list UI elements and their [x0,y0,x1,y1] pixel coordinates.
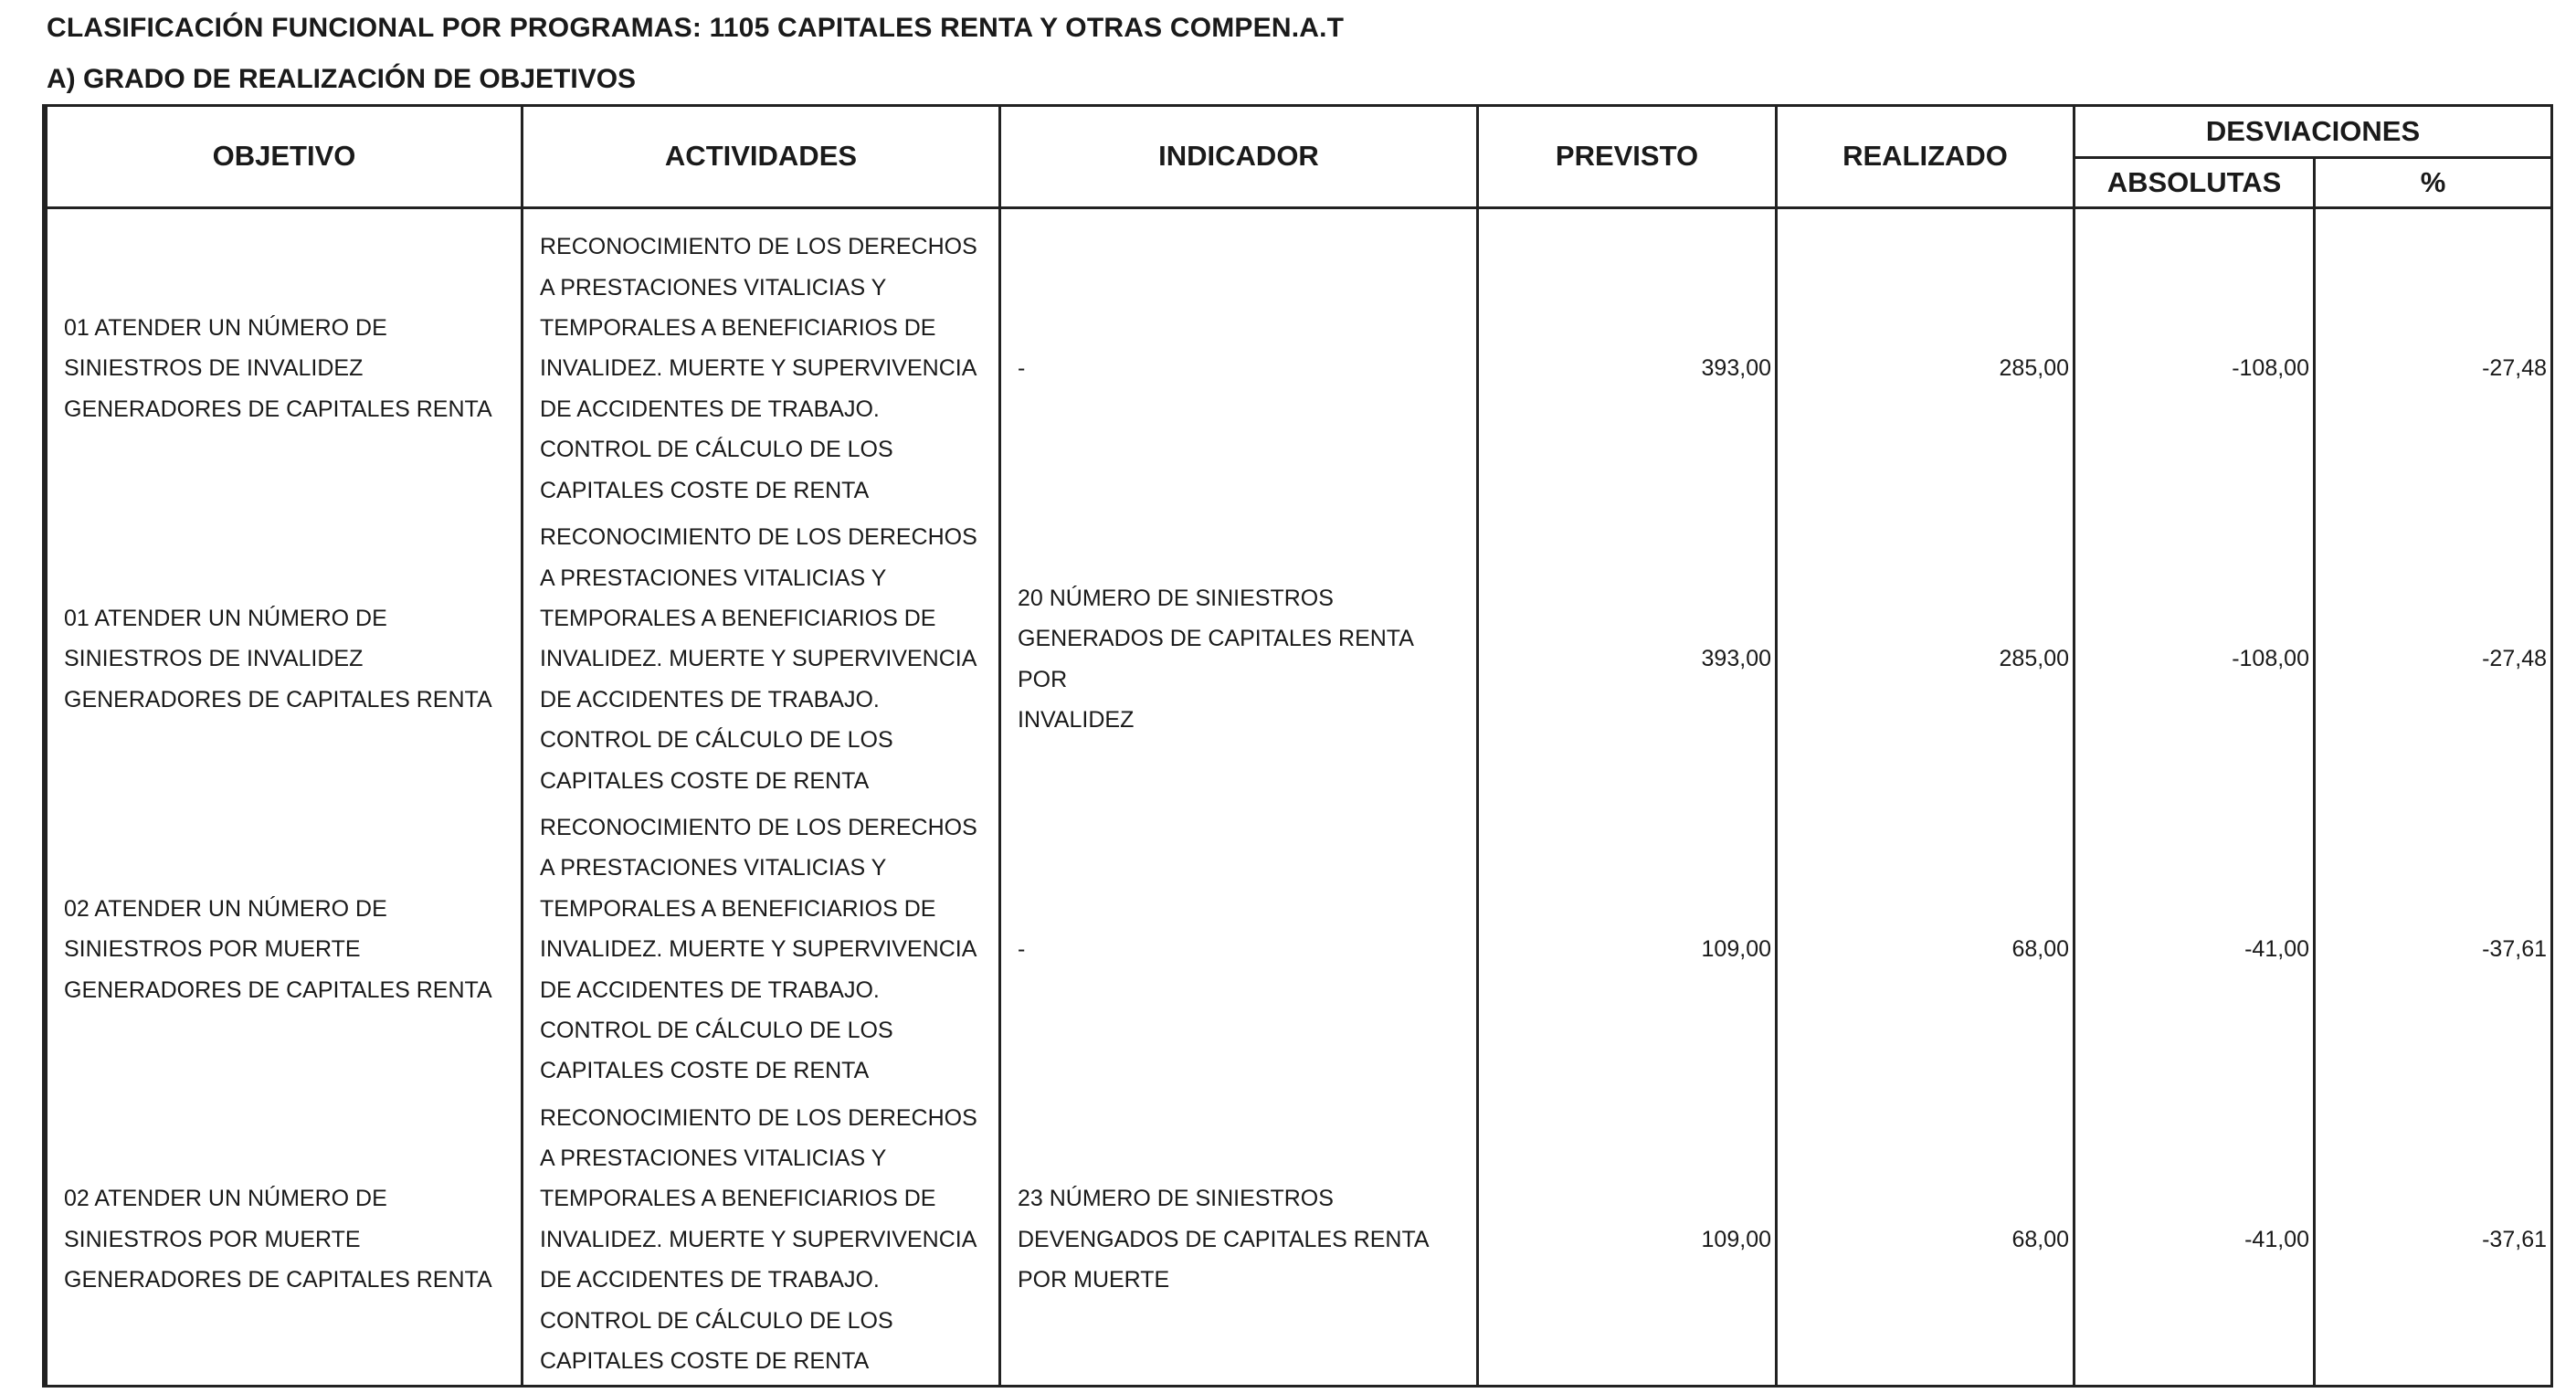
cell-objetivo: 02 ATENDER UN NÚMERO DE SINIESTROS POR MUERTE GENERADORES DE CAPITALES RENTA [47,804,523,1094]
header-desviaciones: DESVIACIONES [2075,107,2552,157]
header-realizado: REALIZADO [1777,107,2075,207]
cell-realizado: 285,00 [1777,207,2075,514]
cell-indicador: - [1000,804,1478,1094]
cell-objetivo: 01 ATENDER UN NÚMERO DE SINIESTROS DE INVALIDEZ GENERADORES DE CAPITALES RENTA [47,207,523,514]
header-objetivo: OBJETIVO [47,107,523,207]
header-indicador: INDICADOR [1000,107,1478,207]
cell-indicador: 20 NÚMERO DE SINIESTROS GENERADOS DE CAPITALES RENTA POR INVALIDEZ [1000,514,1478,805]
table-row [47,804,2552,1094]
cell-absolutas: -41,00 [2075,804,2315,1094]
cell-actividades: RECONOCIMIENTO DE LOS DERECHOS A PRESTACIONES VITALICIAS Y TEMPORALES A BENEFICIARIOS DE INVALIDEZ. MUERTE Y SUPERVIVENCIA DE ACCIDENTES DE TRABAJO. CONTROL DE CÁLCULO DE LOS CAPITALES COSTE DE RENTA [523,1094,1000,1385]
objectives-table [45,107,2553,1385]
cell-realizado: 285,00 [1777,514,2075,805]
cell-objetivo: 02 ATENDER UN NÚMERO DE SINIESTROS POR MUERTE GENERADORES DE CAPITALES RENTA [47,1094,523,1385]
cell-previsto: 393,00 [1478,514,1777,805]
table-row [47,1094,2552,1385]
cell-previsto: 109,00 [1478,1094,1777,1385]
cell-absolutas: -108,00 [2075,207,2315,514]
cell-porcentaje: -37,61 [2315,1094,2552,1385]
table-body [47,207,2552,1385]
header-previsto: PREVISTO [1478,107,1777,207]
section-title: A) GRADO DE REALIZACIÓN DE OBJETIVOS [47,64,637,94]
cell-indicador: 23 NÚMERO DE SINIESTROS DEVENGADOS DE CAPITALES RENTA POR MUERTE [1000,1094,1478,1385]
cell-porcentaje: -37,61 [2315,804,2552,1094]
header-absolutas: ABSOLUTAS [2075,157,2315,207]
cell-realizado: 68,00 [1777,804,2075,1094]
header-row-top [47,107,2552,157]
cell-previsto: 109,00 [1478,804,1777,1094]
cell-actividades: RECONOCIMIENTO DE LOS DERECHOS A PRESTACIONES VITALICIAS Y TEMPORALES A BENEFICIARIOS DE INVALIDEZ. MUERTE Y SUPERVIVENCIA DE ACCIDENTES DE TRABAJO. CONTROL DE CÁLCULO DE LOS CAPITALES COSTE DE RENTA [523,804,1000,1094]
document-title: CLASIFICACIÓN FUNCIONAL POR PROGRAMAS: 1105 CAPITALES RENTA Y OTRAS COMPEN.A.T [47,13,1345,43]
header-porcentaje: % [2315,157,2552,207]
table-row [47,514,2552,805]
cell-indicador: - [1000,207,1478,514]
cell-porcentaje: -27,48 [2315,207,2552,514]
table-row [47,207,2552,514]
cell-actividades: RECONOCIMIENTO DE LOS DERECHOS A PRESTACIONES VITALICIAS Y TEMPORALES A BENEFICIARIOS DE INVALIDEZ. MUERTE Y SUPERVIVENCIA DE ACCIDENTES DE TRABAJO. CONTROL DE CÁLCULO DE LOS CAPITALES COSTE DE RENTA [523,514,1000,805]
cell-actividades: RECONOCIMIENTO DE LOS DERECHOS A PRESTACIONES VITALICIAS Y TEMPORALES A BENEFICIARIOS DE INVALIDEZ. MUERTE Y SUPERVIVENCIA DE ACCIDENTES DE TRABAJO. CONTROL DE CÁLCULO DE LOS CAPITALES COSTE DE RENTA [523,207,1000,514]
cell-previsto: 393,00 [1478,207,1777,514]
table-header [47,107,2552,207]
header-actividades: ACTIVIDADES [523,107,1000,207]
cell-absolutas: -41,00 [2075,1094,2315,1385]
cell-realizado: 68,00 [1777,1094,2075,1385]
cell-porcentaje: -27,48 [2315,514,2552,805]
cell-absolutas: -108,00 [2075,514,2315,805]
cell-objetivo: 01 ATENDER UN NÚMERO DE SINIESTROS DE INVALIDEZ GENERADORES DE CAPITALES RENTA [47,514,523,805]
objectives-table-container [42,104,2553,1388]
